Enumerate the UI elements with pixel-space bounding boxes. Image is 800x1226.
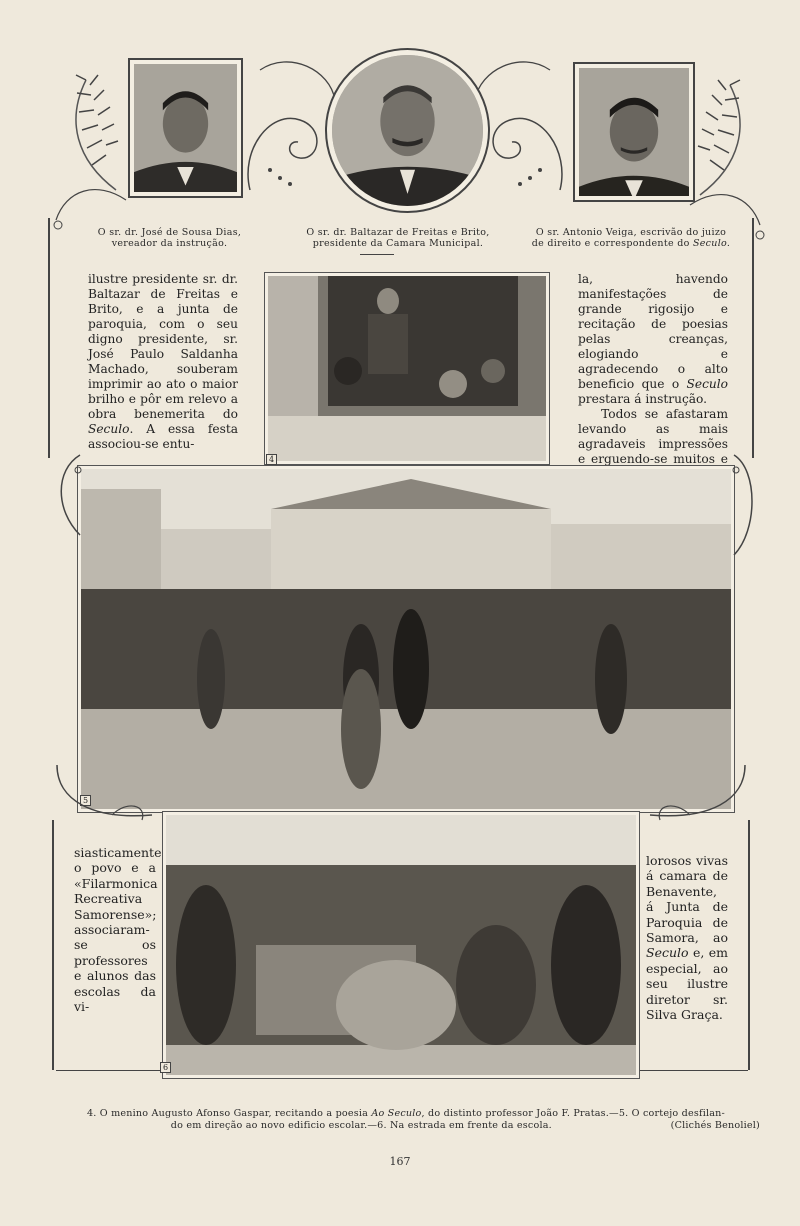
caption-portrait-left-line2: vereador da instrução. [111, 238, 228, 249]
photo-boy-reciting [265, 273, 549, 464]
text-right-main: la, havendo manifestações de grande rigosijo e recitação de poesias pelas creanças, elogiando e agradecendo o alto beneficio que o [578, 272, 728, 391]
bottom-caption-line1-end: , do distinto professor João F. Pratas.—5. O cortejo desfilan- [421, 1108, 725, 1119]
caption-portrait-center-line1: O sr. dr. Baltazar de Freitas e Brito, [306, 227, 490, 238]
caption-portrait-center [283, 227, 513, 249]
caption-portrait-center-line2: presidente da Camara Municipal. [312, 238, 484, 249]
portrait-left-image [134, 64, 237, 192]
photo-parade-image [81, 469, 731, 809]
photo-parade [78, 466, 734, 812]
ornament-left-low [52, 760, 162, 840]
bottom-caption-credit: (Clichés Benoliel) [670, 1119, 760, 1131]
text-right-end: prestara á instrução. [578, 392, 708, 406]
text-left-end: . A essa festa associou-se entu- [88, 422, 238, 451]
page-number: 167 [389, 1155, 411, 1168]
text-bottom-right-end: e, em especial, ao seu ilustre diretor sr. Silva Graça. [646, 945, 728, 1023]
bottom-caption [52, 1108, 760, 1131]
text-column-left [88, 272, 238, 452]
photo-number-6: 6 [160, 1062, 171, 1073]
text-bottom-right-start: lorosos vivas á camara de Benavente, á Junta de Paroquia de Samora, ao [646, 853, 728, 946]
bottom-caption-italic: Ao Seculo [371, 1108, 422, 1119]
ornament-right-low [640, 760, 750, 840]
divider-short [360, 254, 394, 255]
caption-portrait-right-italic: Seculo. [692, 238, 731, 249]
text-bottom-left: siasticamente o povo e a «Filarmonica Recreativa Samorense»; associaram-se os professores e alunos das escolas da vi- [74, 845, 162, 1015]
photo-number-5: 5 [80, 795, 91, 806]
text-right-p2: Todos se afastaram levando as mais agradaveis impressões e erguendo-se muitos e [578, 407, 728, 466]
photo-number-4: 4 [266, 454, 277, 465]
photo-crowd-school [163, 812, 639, 1078]
portrait-right [573, 62, 695, 202]
portrait-center [325, 48, 490, 213]
ornament-right-mid [728, 450, 764, 560]
text-left-main: ilustre presidente sr. dr. Baltazar de Freitas e Brito, e a junta de paroquia, com o seu digno presidente, sr. José Paulo Saldanha Machado, souberam imprimir ao ato o maior brilho e pôr em relevo a obra benemerita do [88, 272, 238, 421]
portrait-left [128, 58, 243, 198]
text-column-bottom-right [646, 853, 728, 1022]
text-column-right [578, 272, 728, 482]
caption-portrait-left [82, 227, 257, 249]
text-column-bottom-left [74, 845, 162, 1015]
bottom-caption-line2: do em direção ao novo edificio escolar.—6. Na estrada em frente da escola. [170, 1119, 552, 1131]
text-right-italic: Seculo [686, 377, 729, 391]
ornament-left-mid [50, 450, 86, 540]
text-bottom-right-italic: Seculo [646, 945, 689, 961]
caption-portrait-right-line2: de direito e correspondente do [531, 238, 690, 249]
portrait-right-image [579, 68, 689, 196]
caption-portrait-left-line1: O sr. dr. José de Sousa Dias, [97, 227, 242, 238]
photo-crowd-school-image [166, 815, 636, 1075]
bottom-caption-line1-start: 4. O menino Augusto Afonso Gaspar, recitando a poesia [86, 1108, 369, 1119]
ornament-left-leaves [46, 40, 136, 240]
caption-portrait-right-line1: O sr. Antonio Veiga, escrivão do juizo [535, 227, 727, 238]
caption-portrait-right [520, 227, 742, 249]
photo-boy-reciting-image [268, 276, 546, 461]
portrait-center-image [332, 55, 483, 206]
text-left-italic: Seculo [88, 422, 130, 436]
